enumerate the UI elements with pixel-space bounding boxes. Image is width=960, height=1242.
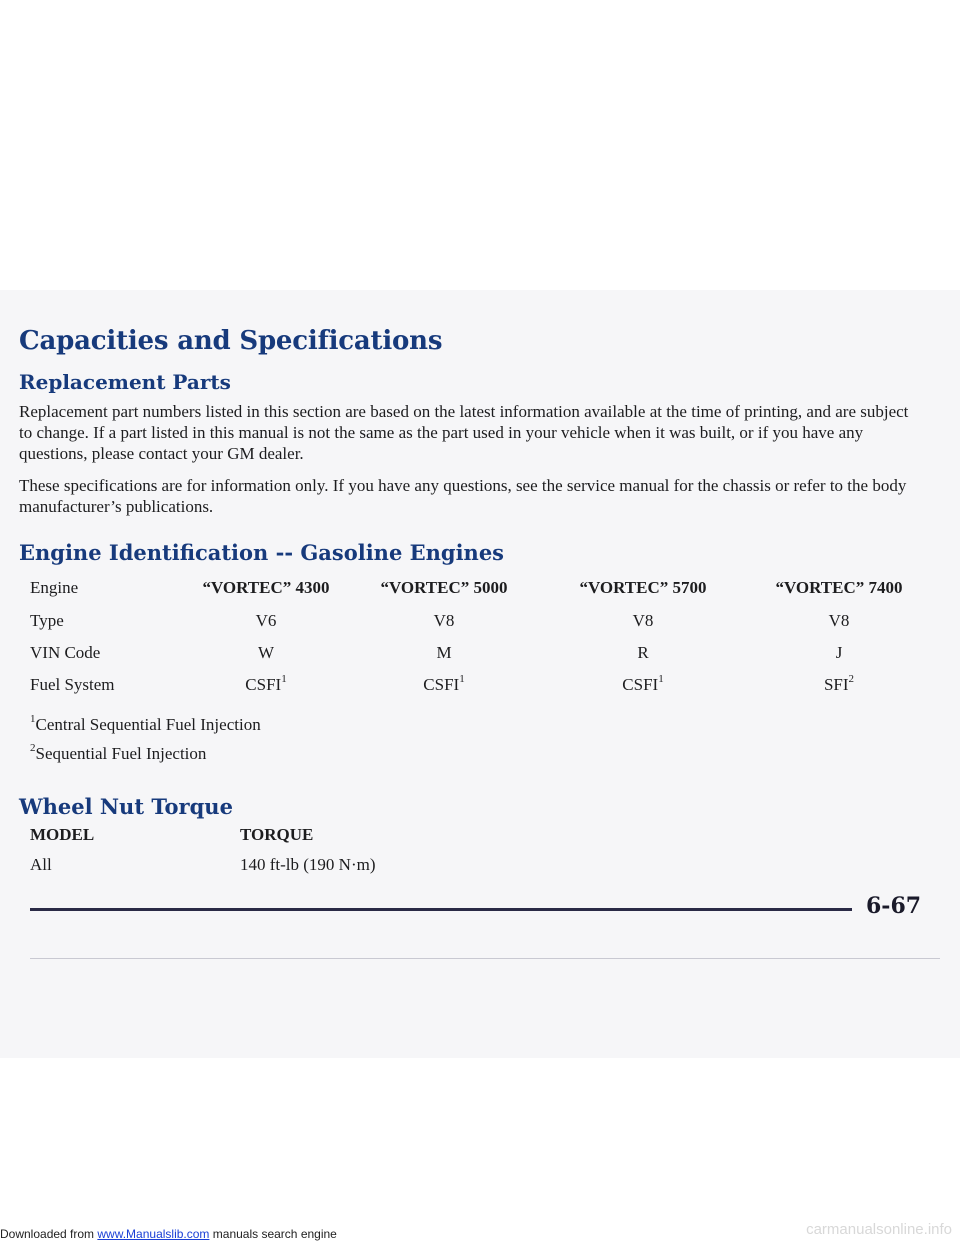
footnote-mark: 2 — [848, 673, 855, 686]
footnote-text: Sequential Fuel Injection — [35, 744, 207, 763]
footnote-mark: 1 — [658, 673, 664, 686]
paragraph-specifications-note: These specifications are for information only. If you have any questions, see the service manual for the chassis or refer to the body manufacturer’s publications. — [19, 476, 907, 516]
top-margin — [0, 0, 960, 290]
footer-rule — [30, 908, 852, 911]
footnote-mark: 1 — [459, 673, 465, 686]
footnote-1 — [30, 715, 261, 735]
table-cell: V8 — [433, 611, 455, 630]
footnote-mark: 2 — [30, 742, 36, 755]
column-header: “VORTEC” 5000 — [380, 578, 508, 597]
cell-text: CSFI — [245, 675, 282, 694]
table-cell: V8 — [828, 611, 850, 630]
footnote-mark: 1 — [30, 713, 36, 726]
paragraph-replacement-parts: Replacement part numbers listed in this section are based on the latest information available at the time of printing, and are subject to change. If a part listed in this manual is not the same as the part used in your vehicle when it was built, or if you have any questions, please contact your GM dealer. — [19, 402, 909, 463]
table-cell: J — [835, 643, 843, 662]
cell-text: CSFI — [622, 675, 659, 694]
cell-text: SFI — [823, 675, 849, 694]
download-banner — [0, 1227, 337, 1241]
banner-prefix: Downloaded from — [0, 1227, 98, 1241]
table-cell: R — [637, 643, 649, 662]
footnote-mark: 1 — [281, 673, 287, 686]
column-header-torque: TORQUE — [240, 825, 314, 844]
section-heading-wheel-nut-torque: Wheel Nut Torque — [19, 794, 233, 819]
manualslib-link[interactable]: www.Manualslib.com — [97, 1227, 210, 1241]
header-label-engine: Engine — [30, 578, 79, 597]
table-cell — [190, 675, 342, 695]
column-header: “VORTEC” 7400 — [775, 578, 903, 597]
divider — [30, 958, 940, 959]
model-cell: All — [30, 855, 52, 874]
column-header: “VORTEC” 4300 — [202, 578, 330, 597]
cell-text: CSFI — [423, 675, 460, 694]
watermark: carmanualsonline.info — [806, 1221, 952, 1238]
table-cell: V6 — [255, 611, 277, 630]
table-cell: V8 — [632, 611, 654, 630]
column-header-model: MODEL — [30, 825, 95, 844]
page-number: 6-67 — [866, 893, 922, 919]
table-cell: M — [436, 643, 452, 662]
page-title: Capacities and Specifications — [19, 326, 443, 356]
row-label-vin-code: VIN Code — [30, 643, 101, 662]
banner-suffix: manuals search engine — [209, 1227, 337, 1241]
section-heading-engine-identification: Engine Identification -- Gasoline Engines — [19, 540, 505, 565]
footnote-2 — [30, 744, 206, 764]
torque-cell: 140 ft-lb (190 N·m) — [240, 855, 376, 874]
row-label-fuel-system: Fuel System — [30, 675, 115, 694]
column-header: “VORTEC” 5700 — [579, 578, 707, 597]
table-cell: W — [257, 643, 275, 662]
bottom-margin — [0, 1058, 960, 1242]
table-cell — [368, 675, 520, 695]
table-cell — [567, 675, 719, 695]
footnote-text: Central Sequential Fuel Injection — [35, 715, 261, 734]
table-cell — [763, 675, 915, 695]
section-heading-replacement-parts: Replacement Parts — [19, 370, 231, 394]
row-label-type: Type — [30, 611, 64, 630]
